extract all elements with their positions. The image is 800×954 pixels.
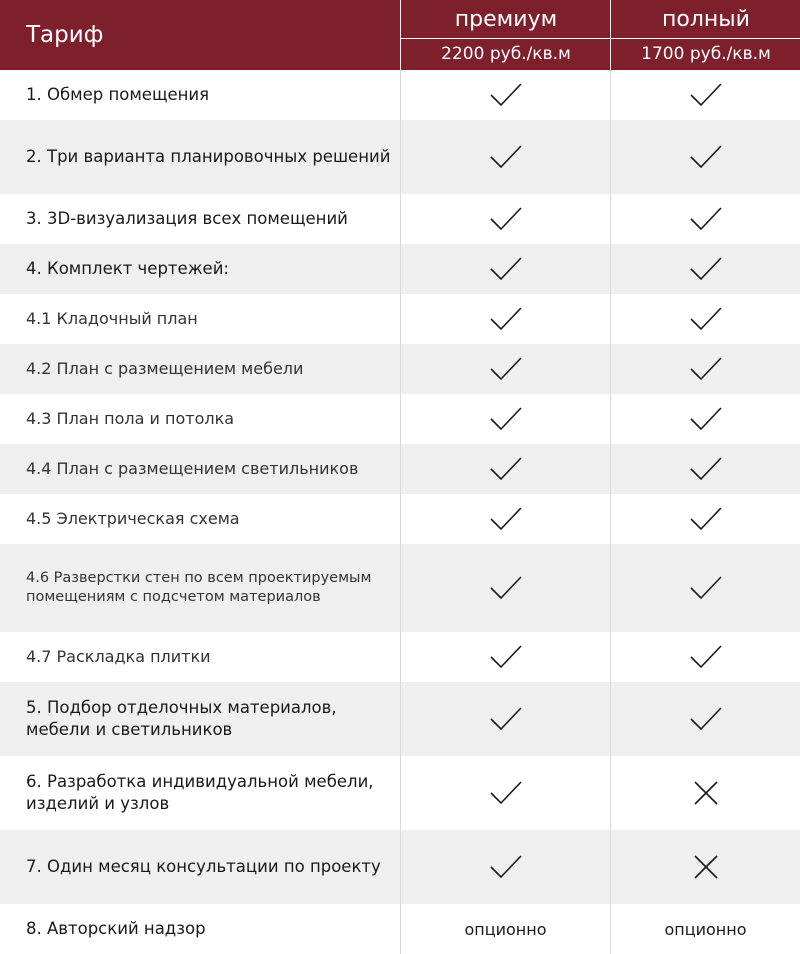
feature-cell (0, 344, 400, 394)
feature-label: 4.6 Разверстки стен по всем проектируемым помещениям с подсчетом материалов (26, 570, 372, 605)
check-icon (689, 706, 723, 732)
check-icon (689, 356, 723, 382)
plan-name-premium: премиум (454, 7, 558, 32)
premium-cell (400, 756, 610, 830)
plan-price-full: 1700 руб./кв.м (611, 38, 800, 71)
table-row (0, 394, 800, 444)
feature-cell (0, 494, 400, 544)
feature-cell (0, 194, 400, 244)
table-row (0, 194, 800, 244)
premium-cell (400, 682, 610, 756)
feature-label: 7. Один месяц консультации по проекту (26, 857, 381, 876)
cross-icon (693, 854, 719, 880)
table-row (0, 444, 800, 494)
check-icon (689, 644, 723, 670)
premium-value-text: опционно (464, 919, 547, 939)
feature-cell (0, 904, 400, 954)
table-row (0, 756, 800, 830)
check-icon (489, 644, 523, 670)
feature-cell (0, 632, 400, 682)
premium-cell (400, 294, 610, 344)
full-value-text: опционно (664, 919, 747, 939)
full-cell (610, 544, 800, 632)
table-row (0, 494, 800, 544)
full-cell (610, 444, 800, 494)
feature-cell (0, 120, 400, 194)
table-row (0, 294, 800, 344)
check-icon (489, 854, 523, 880)
feature-cell (0, 70, 400, 120)
full-cell (610, 244, 800, 294)
feature-label: 4.4 План с размещением светильников (26, 459, 359, 478)
check-icon (689, 206, 723, 232)
table-row (0, 244, 800, 294)
table-row (0, 120, 800, 194)
table-row (0, 70, 800, 120)
table-row (0, 544, 800, 632)
check-icon (689, 256, 723, 282)
check-icon (489, 406, 523, 432)
feature-cell (0, 682, 400, 756)
premium-cell (400, 394, 610, 444)
premium-cell (400, 494, 610, 544)
check-icon (689, 306, 723, 332)
plan-column-premium (400, 0, 611, 70)
check-icon (689, 506, 723, 532)
check-icon (489, 256, 523, 282)
check-icon (689, 456, 723, 482)
feature-label: 8. Авторский надзор (26, 919, 206, 938)
check-icon (489, 356, 523, 382)
table-row (0, 344, 800, 394)
check-icon (489, 780, 523, 806)
check-icon (689, 406, 723, 432)
check-icon (489, 706, 523, 732)
check-icon (489, 206, 523, 232)
premium-cell (400, 194, 610, 244)
full-cell (610, 70, 800, 120)
feature-label: 4.3 План пола и потолка (26, 409, 235, 428)
check-icon (489, 82, 523, 108)
full-cell (610, 120, 800, 194)
premium-cell (400, 904, 610, 954)
tariff-heading: Тариф (26, 22, 104, 48)
check-icon (489, 306, 523, 332)
table-row (0, 904, 800, 954)
feature-cell (0, 294, 400, 344)
feature-label: 5. Подбор отделочных материалов, мебели и светильников (26, 698, 337, 739)
check-icon (689, 82, 723, 108)
full-cell (610, 904, 800, 954)
check-icon (689, 575, 723, 601)
full-cell (610, 194, 800, 244)
feature-label: 4.1 Кладочный план (26, 309, 198, 328)
cross-icon (693, 780, 719, 806)
feature-cell (0, 544, 400, 632)
check-icon (489, 456, 523, 482)
premium-cell (400, 244, 610, 294)
check-icon (689, 144, 723, 170)
full-cell (610, 394, 800, 444)
table-row (0, 830, 800, 904)
feature-label: 1. Обмер помещения (26, 85, 210, 104)
full-cell (610, 632, 800, 682)
feature-label: 3. 3D-визуализация всех помещений (26, 209, 348, 228)
feature-label: 6. Разработка индивидуальной мебели, изделий и узлов (26, 772, 374, 813)
premium-cell (400, 70, 610, 120)
premium-cell (400, 344, 610, 394)
plan-price-premium: 2200 руб./кв.м (401, 38, 611, 71)
feature-label: 4.7 Раскладка плитки (26, 647, 211, 666)
table-row (0, 682, 800, 756)
check-icon (489, 506, 523, 532)
plan-column-full (610, 0, 800, 70)
feature-cell (0, 244, 400, 294)
feature-cell (0, 444, 400, 494)
premium-cell (400, 632, 610, 682)
feature-label: 4. Комплект чертежей: (26, 259, 229, 278)
check-icon (489, 575, 523, 601)
full-cell (610, 682, 800, 756)
full-cell (610, 756, 800, 830)
plan-name-full: полный (662, 7, 750, 32)
table-header (0, 0, 800, 70)
full-cell (610, 830, 800, 904)
feature-cell (0, 394, 400, 444)
premium-cell (400, 120, 610, 194)
feature-cell (0, 830, 400, 904)
feature-label: 2. Три варианта планировочных решений (26, 147, 391, 166)
premium-cell (400, 830, 610, 904)
feature-cell (0, 756, 400, 830)
table-row (0, 632, 800, 682)
full-cell (610, 344, 800, 394)
feature-label: 4.2 План с размещением мебели (26, 359, 304, 378)
premium-cell (400, 544, 610, 632)
feature-label: 4.5 Электрическая схема (26, 509, 240, 528)
check-icon (489, 144, 523, 170)
full-cell (610, 294, 800, 344)
premium-cell (400, 444, 610, 494)
full-cell (610, 494, 800, 544)
